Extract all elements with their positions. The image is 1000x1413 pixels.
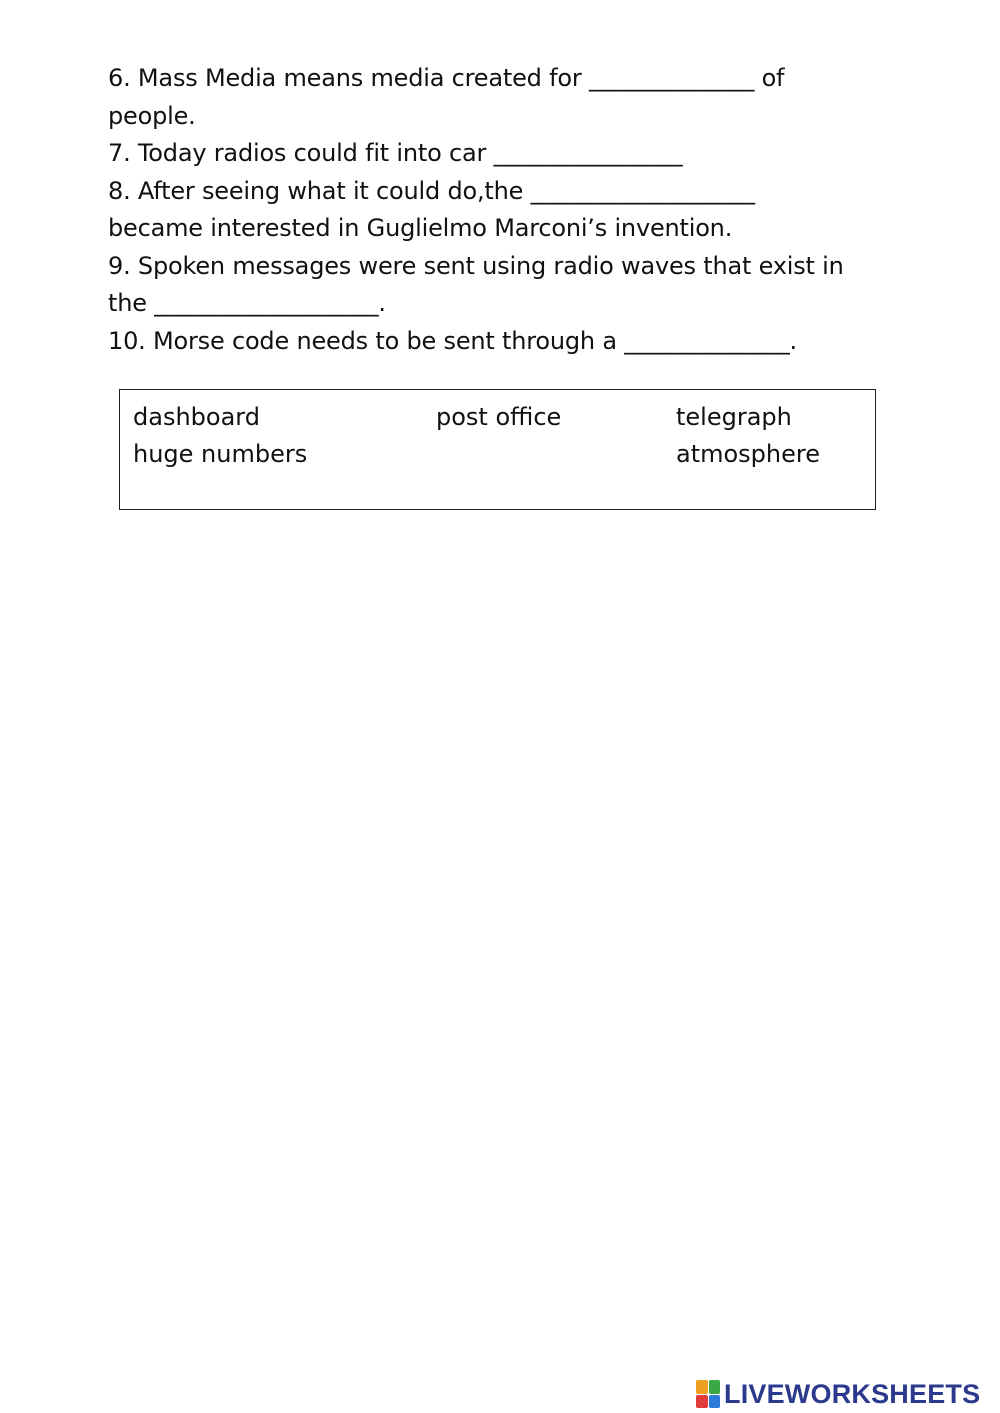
question-list [108, 60, 898, 360]
word-bank-box [119, 389, 876, 510]
logo-text: LIVEWORKSHEETS [724, 1378, 981, 1409]
logo-square-icon [696, 1395, 708, 1409]
question-10-line-1: 10. Morse code needs to be sent through a ______________. [108, 326, 797, 355]
question-7-line-1: 7. Today radios could fit into car ________________ [108, 139, 683, 167]
question-6-line-1: 6. Mass Media means media created for ______________ of [108, 64, 785, 92]
question-6-line-2: people. [108, 101, 196, 130]
question-9-line-2: the ___________________. [108, 289, 386, 317]
logo-square-icon [709, 1395, 721, 1409]
word-bank-item: huge numbers [133, 440, 308, 468]
liveworksheets-logo-icon [696, 1380, 720, 1408]
liveworksheets-logo [696, 1376, 980, 1412]
logo-square-icon [709, 1380, 721, 1394]
word-bank-item: atmosphere [676, 440, 820, 468]
word-bank-item: post office [436, 403, 562, 431]
word-bank-item: dashboard [133, 403, 260, 431]
question-8-line-1: 8. After seeing what it could do,the ___________________ [108, 176, 755, 205]
question-8-line-2: became interested in Guglielmo Marconi’s invention. [108, 214, 733, 242]
question-9-line-1: 9. Spoken messages were sent using radio waves that exist in [108, 251, 844, 280]
logo-square-icon [696, 1380, 708, 1394]
word-bank-item: telegraph [676, 403, 792, 431]
